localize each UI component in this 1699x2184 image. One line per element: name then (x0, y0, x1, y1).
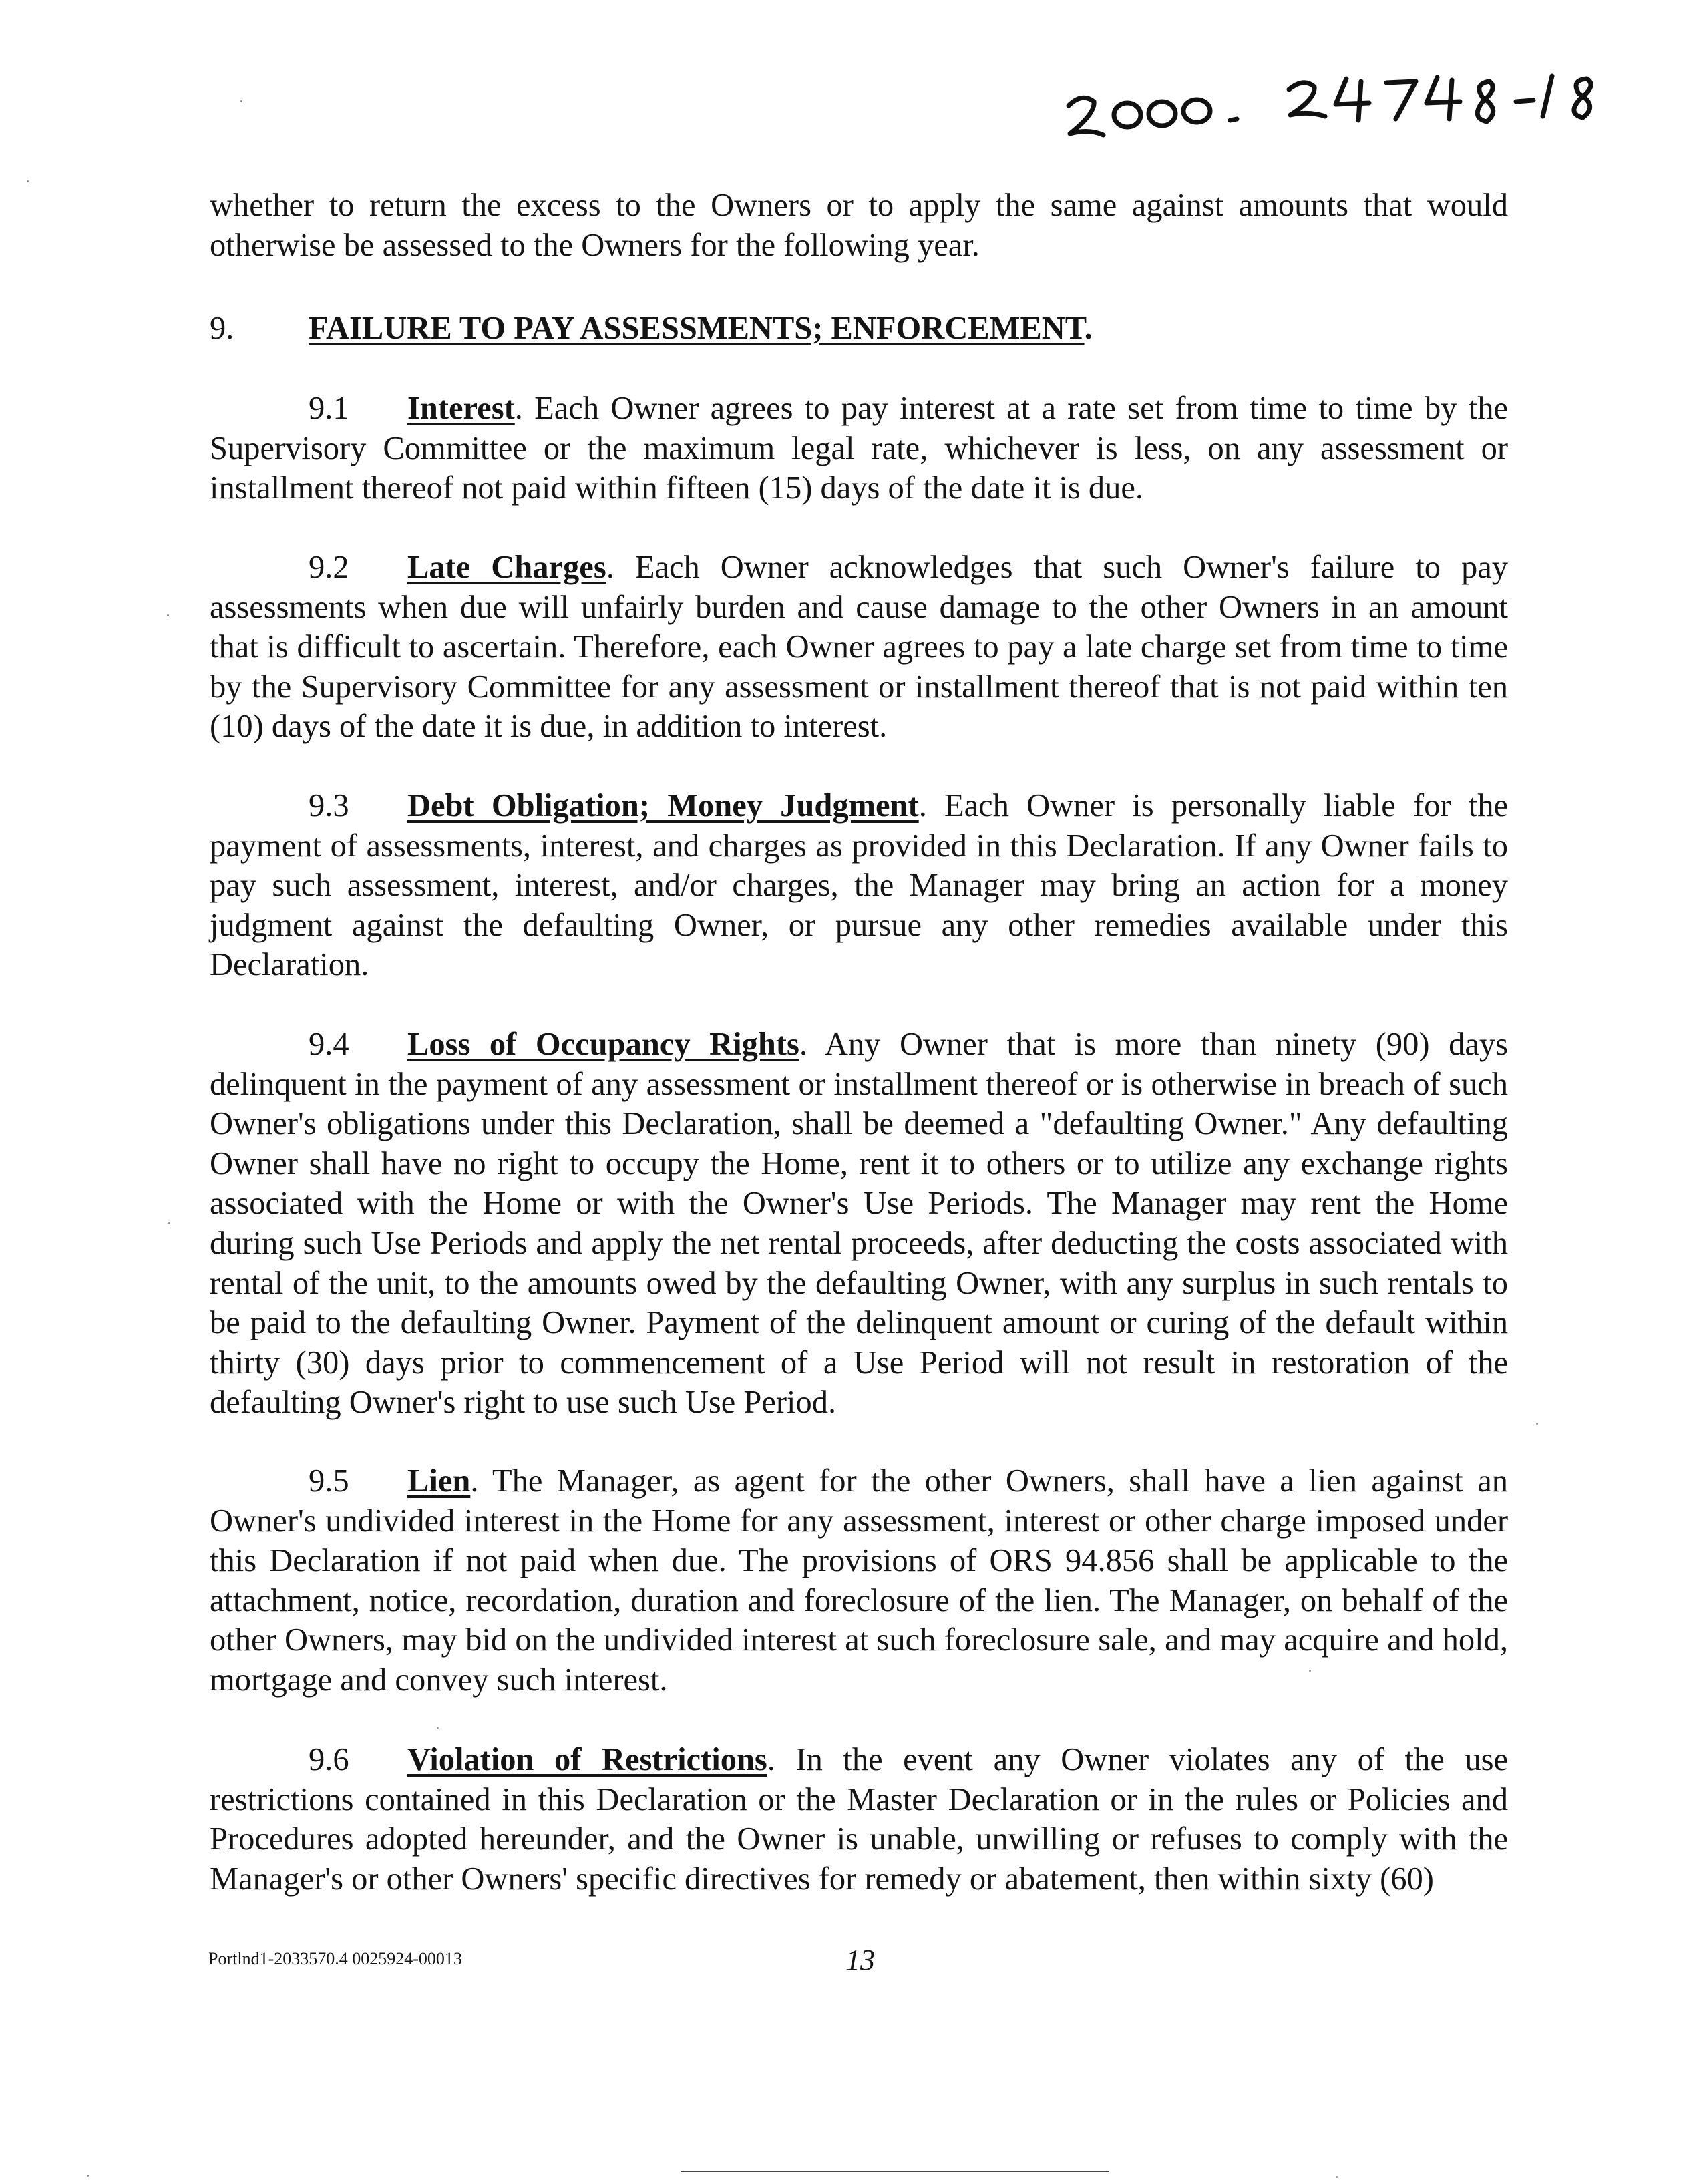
subsection-text: . Each Owner acknowledges that such Owner's failure to pay assessments when due will unfairly burden and cause damage to the other Owners in an amount that is difficult to ascertain. Therefore, each Owner agrees to pay a late charge set from time to time by the Supervisory Committee for any assessment or installment thereof that is not paid within ten (10) days of the date it is due, in addition to interest. (210, 550, 1508, 745)
subsection-caption: Debt Obligation; Money Judgment (407, 788, 919, 824)
subsection-9-6 (210, 1740, 1508, 1899)
subsection-number: 9.3 (309, 788, 349, 824)
continued-paragraph: whether to return the excess to the Owners or to apply the same against amounts that would otherwise be assessed to the Owners for the following year. (210, 188, 1508, 263)
bottom-rule (681, 2171, 1109, 2172)
footer-document-id: Portlnd1-2033570.4 0025924-00013 (208, 1949, 462, 1968)
handwritten-recording-number (1055, 40, 1616, 154)
subsection-caption: Lien (407, 1463, 471, 1499)
subsection-caption: Loss of Occupancy Rights (407, 1027, 799, 1062)
subsection-caption: Late Charges (407, 550, 606, 585)
scan-speck (240, 100, 242, 102)
scan-speck (27, 180, 29, 182)
subsection-number: 9.4 (309, 1027, 349, 1062)
scan-speck (87, 2175, 89, 2177)
subsection-number: 9.5 (309, 1463, 349, 1499)
scan-speck (167, 614, 169, 616)
section-heading-title: FAILURE TO PAY ASSESSMENTS; ENFORCEMENT (309, 311, 1085, 346)
scan-speck (1536, 1423, 1538, 1425)
subsection-9-5 (210, 1461, 1508, 1700)
scan-speck (1309, 1670, 1311, 1672)
subsection-text: . Each Owner is personally liable for the payment of assessments, interest, and charges as provided in this Declaration. If any Owner fails to pay such assessment, interest, and/or charges, the Manager may bring an action for a money judgment against the defaulting Owner, or pursue any other remedies available under this Declaration. (210, 788, 1508, 983)
subsection-caption: Interest (407, 391, 515, 426)
section-heading-number: 9. (210, 311, 234, 346)
subsection-text: . Each Owner agrees to pay interest at a rate set from time to time by the Supervisory Committee or the maximum legal rate, whichever is less, on any assessment or installment thereof not paid within fifteen (15) days of the date it is due. (210, 391, 1508, 506)
scan-speck (168, 1222, 170, 1224)
subsection-9-1 (210, 389, 1508, 508)
section-heading-period: . (1084, 311, 1093, 346)
scan-speck (1336, 2176, 1338, 2178)
subsection-9-3 (210, 786, 1508, 985)
page-number: 13 (845, 1944, 875, 1976)
subsection-text: . In the event any Owner violates any of the use restrictions contained in this Declaration or the Master Declaration or in the rules or Policies and Procedures adopted hereunder, and the Owner is unable, unwilling or refuses to comply with the Manager's or other Owners' specific directives for remedy or abatement, then within sixty (60) (210, 1742, 1508, 1897)
subsection-number: 9.6 (309, 1742, 349, 1777)
subsection-caption: Violation of Restrictions (407, 1742, 767, 1777)
subsection-9-2 (210, 548, 1508, 747)
handwritten-number-drawing (1055, 40, 1616, 154)
subsection-number: 9.2 (309, 550, 349, 585)
subsection-text: . Any Owner that is more than ninety (90) days delinquent in the payment of any assessment or installment thereof or is otherwise in breach of such Owner's obligations under this Declaration, shall be deemed a "defaulting Owner." Any defaulting Owner shall have no right to occupy the Home, rent it to others or to utilize any exchange rights associated with the Home or with the Owner's Use Periods. The Manager may rent the Home during such Use Periods and apply the net rental proceeds, after deducting the costs associated with rental of the unit, to the amounts owed by the defaulting Owner, with any surplus in such rentals to be paid to the defaulting Owner. Payment of the delinquent amount or curing of the default within thirty (30) days prior to commencement of a Use Period will not result in restoration of the defaulting Owner's right to use such Use Period. (210, 1027, 1508, 1421)
subsection-9-4 (210, 1025, 1508, 1423)
section-heading (210, 309, 1093, 349)
subsection-number: 9.1 (309, 391, 349, 426)
scan-speck (437, 1727, 439, 1729)
subsection-text: . The Manager, as agent for the other Owners, shall have a lien against an Owner's undivided interest in the Home for any assessment, interest or other charge imposed under this Declaration if not paid when due. The provisions of ORS 94.856 shall be applicable to the attachment, notice, recordation, duration and foreclosure of the lien. The Manager, on behalf of the other Owners, may bid on the undivided interest at such foreclosure sale, and may acquire and hold, mortgage and convey such interest. (210, 1463, 1508, 1698)
